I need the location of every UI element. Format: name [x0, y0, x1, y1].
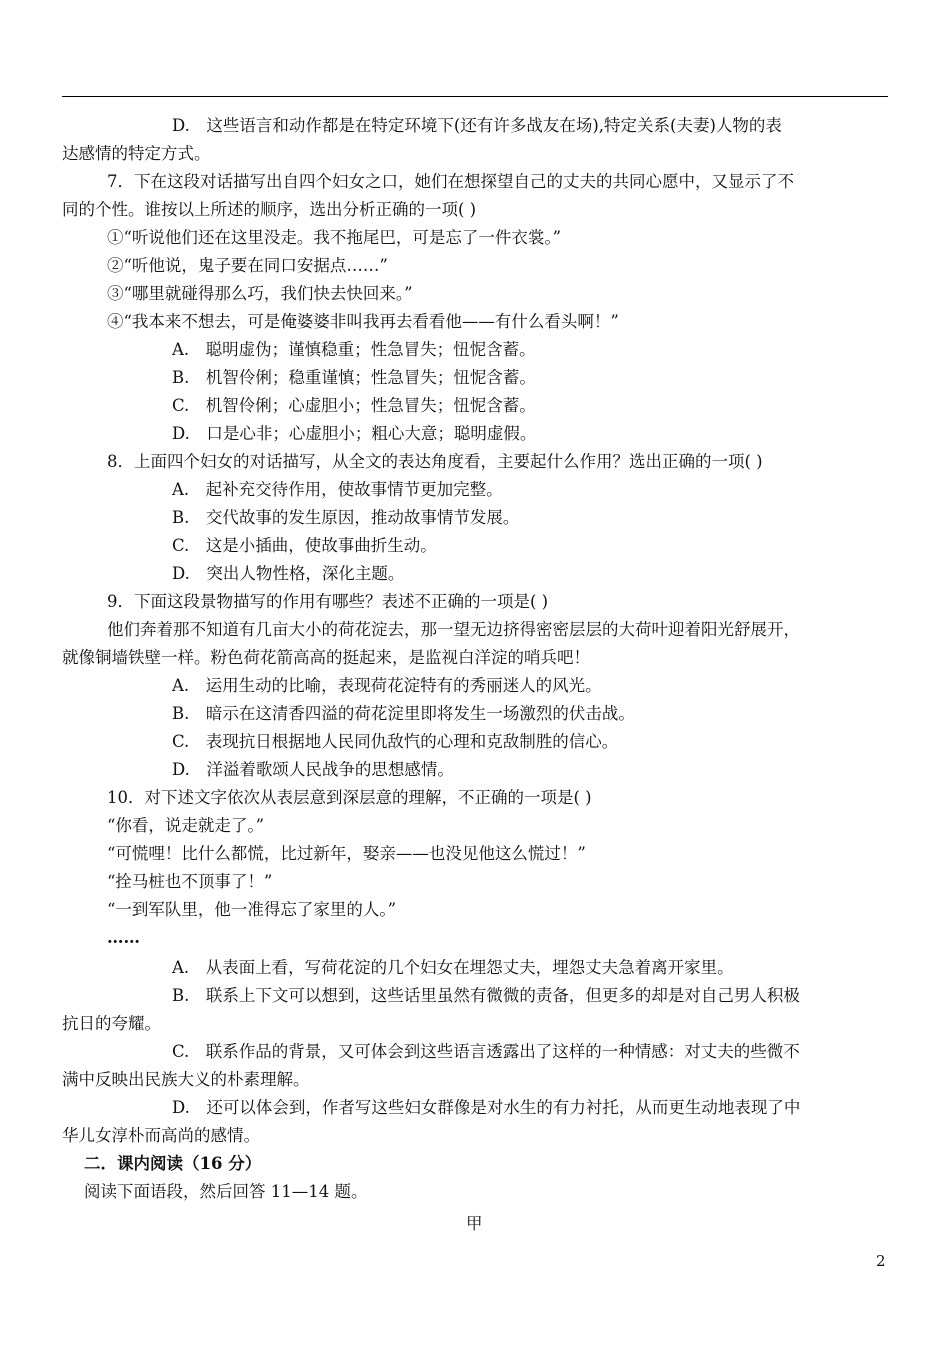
- q9-option-b: B. 暗示在这清香四溢的荷花淀里即将发生一场激烈的伏击战。: [172, 704, 635, 723]
- q9-option-a: A. 运用生动的比喻，表现荷花淀特有的秀丽迷人的风光。: [172, 676, 602, 695]
- prev-option-d-line1: D. 这些语言和动作都是在特定环境下(还有许多战友在场),特定关系(夫妻)人物的表: [172, 116, 782, 135]
- q7-option-c: C. 机智伶俐；心虚胆小；性急冒失；忸怩含蓄。: [172, 396, 536, 415]
- q10-option-d-line2: 华儿女淳朴而高尚的感情。: [62, 1126, 260, 1145]
- header-rule: [62, 96, 888, 97]
- q10-option-a: A. 从表面上看，写荷花淀的几个妇女在埋怨丈夫，埋怨丈夫急着离开家里。: [172, 958, 734, 977]
- q9-option-c: C. 表现抗日根据地人民同仇敌忾的心理和克敌制胜的信心。: [172, 732, 619, 751]
- prev-option-d-line2: 达感情的特定方式。: [62, 144, 211, 163]
- q10-option-d-line1: D. 还可以体会到，作者写这些妇女群像是对水生的有力衬托，从而更生动地表现了中: [172, 1098, 801, 1117]
- q8-stem: 8．上面四个妇女的对话描写，从全文的表达角度看，主要起什么作用？选出正确的一项( ): [107, 452, 763, 471]
- q8-option-c: C. 这是小插曲，使故事曲折生动。: [172, 536, 437, 555]
- q8-option-d: D. 突出人物性格，深化主题。: [172, 564, 405, 583]
- q10-quote-1: “你看，说走就走了。”: [107, 816, 265, 835]
- q7-option-a: A. 聪明虚伪；谨慎稳重；性急冒失；忸怩含蓄。: [172, 340, 536, 359]
- q7-stem-line1: 7．下在这段对话描写出自四个妇女之口，她们在想探望自己的丈夫的共同心愿中，又显示了不: [107, 172, 794, 191]
- q8-option-a: A. 起补充交待作用，使故事情节更加完整。: [172, 480, 503, 499]
- q10-ellipsis: ……: [107, 928, 140, 947]
- q9-passage-line1: 他们奔着那不知道有几亩大小的荷花淀去，那一望无边挤得密密层层的大荷叶迎着阳光舒展开，: [107, 620, 800, 639]
- q10-stem: 10．对下述文字依次从表层意到深层意的理解，不正确的一项是( ): [107, 788, 592, 807]
- q7-quote-3: ③“哪里就碰得那么巧，我们快去快回来。”: [107, 284, 413, 303]
- q7-option-b: B. 机智伶俐；稳重谨慎；性急冒失；忸怩含蓄。: [172, 368, 536, 387]
- page-number: 2: [876, 1252, 886, 1270]
- section-heading: 二．课内阅读（16 分）: [84, 1154, 262, 1173]
- q9-stem: 9．下面这段景物描写的作用有哪些？表述不正确的一项是( ): [107, 592, 549, 611]
- q10-option-b-line1: B. 联系上下文可以想到，这些话里虽然有微微的责备，但更多的却是对自己男人积极: [172, 986, 800, 1005]
- passage-label: 甲: [466, 1214, 483, 1233]
- q10-option-c-line1: C. 联系作品的背景，又可体会到这些语言透露出了这样的一种情感：对丈夫的些微不: [172, 1042, 800, 1061]
- q7-quote-2: ②“听他说，鬼子要在同口安据点……”: [107, 256, 388, 275]
- q10-quote-4: “一到军队里，他一准得忘了家里的人。”: [107, 900, 397, 919]
- q10-quote-2: “可慌哩！比什么都慌，比过新年，娶亲——也没见他这么慌过！”: [107, 844, 586, 863]
- q7-stem-line2: 同的个性。谁按以上所述的顺序，选出分析正确的一项( ): [62, 200, 477, 219]
- q7-quote-4: ④“我本来不想去，可是俺婆婆非叫我再去看看他——有什么看头啊！”: [107, 312, 619, 331]
- q9-passage-line2: 就像铜墙铁壁一样。粉色荷花箭高高的挺起来，是监视白洋淀的哨兵吧！: [62, 648, 590, 667]
- q10-option-c-line2: 满中反映出民族大义的朴素理解。: [62, 1070, 310, 1089]
- q10-quote-3: “拴马桩也不顶事了！”: [107, 872, 273, 891]
- q7-option-d: D. 口是心非；心虚胆小；粗心大意；聪明虚假。: [172, 424, 537, 443]
- q9-option-d: D. 洋溢着歌颂人民战争的思想感情。: [172, 760, 454, 779]
- section-instruction: 阅读下面语段，然后回答 11—14 题。: [84, 1182, 368, 1201]
- q7-quote-1: ①“听说他们还在这里没走。我不拖尾巴，可是忘了一件衣裳。”: [107, 228, 562, 247]
- q10-option-b-line2: 抗日的夸耀。: [62, 1014, 161, 1033]
- q8-option-b: B. 交代故事的发生原因，推动故事情节发展。: [172, 508, 520, 527]
